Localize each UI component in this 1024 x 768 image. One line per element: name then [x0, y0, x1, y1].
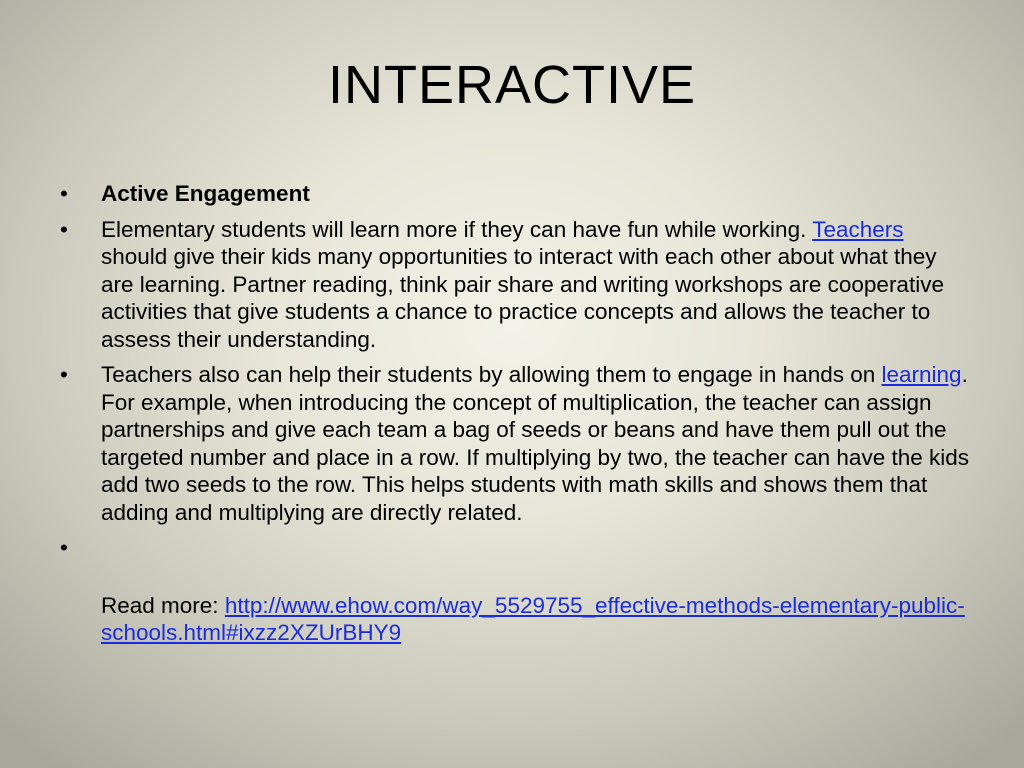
bullet-text-rest: . For example, when introducing the concept of multiplication, the teacher can assign partnerships and give each team a bag of seeds or beans and have them pull out the targeted number and place in a row. If multiplying by two, the teacher can have the kids add two seeds to the row. This helps students with math skills and shows them that adding and multiplying are directly related.: [101, 362, 969, 525]
learning-link[interactable]: learning: [881, 362, 962, 387]
bullet-empty-text: [101, 535, 107, 560]
slide-body: [60, 180, 970, 647]
teachers-link[interactable]: Teachers: [812, 216, 904, 242]
read-more-link[interactable]: http://www.ehow.com/way_5529755_effective-methods-elementary-public-schools.html#ixzz2XZUrBHY9: [101, 592, 965, 645]
read-more: [60, 592, 970, 647]
bullet-icon: •: [60, 362, 68, 387]
bullet-item-active-engagement: [60, 180, 970, 208]
slide-title: INTERACTIVE: [327, 55, 697, 115]
bullet-text-rest: should give their kids many opportunities to interact with each other about what they are learning. Partner reading, think pair share and writing workshops are cooperative activities that give students a chance to practice concepts and allows the teacher to assess their understanding.: [101, 244, 944, 352]
bullet-item-hands-on: [60, 361, 970, 526]
bullet-item-empty: [60, 534, 970, 562]
bullet-text-intro: Teachers also can help their students by allowing them to engage in hands on: [101, 362, 882, 387]
bullet-icon: •: [60, 181, 68, 206]
read-more-label: Read more:: [101, 592, 225, 618]
bullet-icon: •: [60, 535, 68, 560]
bullet-heading: Active Engagement: [101, 181, 310, 206]
bullet-item-elementary: [60, 216, 970, 354]
bullet-text-intro: Elementary students will learn more if they can have fun while working.: [101, 216, 813, 242]
bullet-icon: •: [60, 216, 68, 242]
